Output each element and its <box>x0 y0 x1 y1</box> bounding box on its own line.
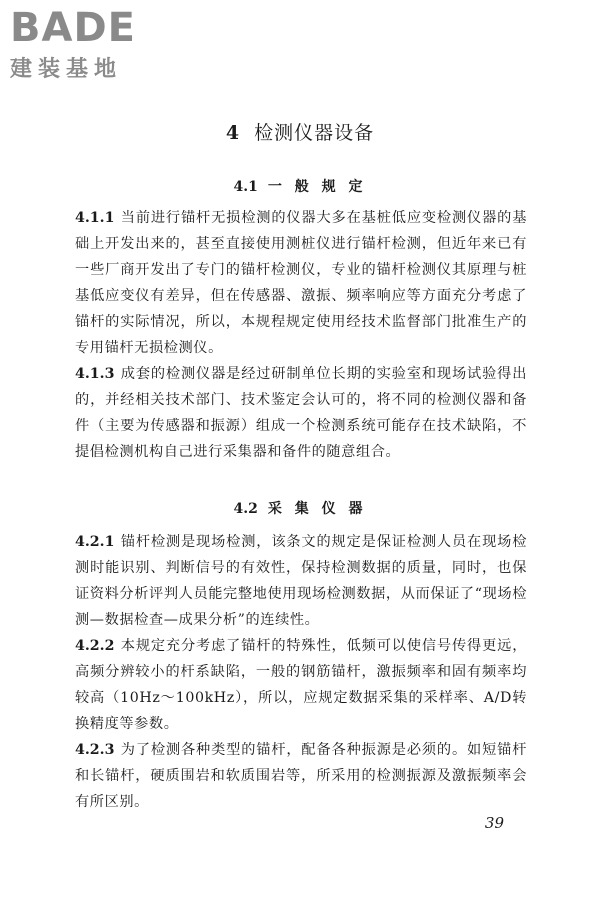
logo <box>10 6 180 83</box>
clause-number: 4.1.3 <box>75 366 115 382</box>
section-number: 4.2 <box>233 501 258 517</box>
clause-number: 4.2.2 <box>75 638 115 654</box>
clause-4-2-3 <box>75 737 527 815</box>
clause-number: 4.2.3 <box>75 742 115 758</box>
clause-4-1-1 <box>75 205 527 361</box>
page-number: 39 <box>484 814 504 832</box>
clause-text: 锚杆检测是现场检测，该条文的规定是保证检测人员在现场检测时能识别、判断信号的有效性，保持检测数据的质量，同时，也保证资料分析评判人员能完整地使用现场检测数据，从而保证了“现场检测—数据检查—成果分析”的连续性。 <box>75 534 527 628</box>
logo-subtitle: 建装基地 <box>10 57 123 82</box>
clause-text: 本规定充分考虑了锚杆的特殊性，低频可以使信号传得更远，高频分辨较小的杆系缺陷，一般的钢筋锚杆，激振频率和固有频率均较高（10Hz～100kHz），所以，应规定数据采集的采样率、A/D转换精度等参数。 <box>75 638 527 732</box>
section-heading-4-2 <box>0 498 600 518</box>
logo-wordmark: BADE <box>10 5 136 51</box>
clause-text: 当前进行锚杆无损检测的仪器大多在基桩低应变检测仪器的基础上开发出来的，甚至直接使用测桩仪进行锚杆检测，但近年来已有一些厂商开发出了专门的锚杆检测仪，专业的锚杆检测仪其原理与桩基低应变仪有差异，但在传感器、激振、频率响应等方面充分考虑了锚杆的实际情况，所以，本规程规定使用经技术监督部门批准生产的专用锚杆无损检测仪。 <box>75 210 527 356</box>
clause-4-2-1 <box>75 529 527 633</box>
section-heading-4-1 <box>0 176 600 196</box>
clause-4-1-3 <box>75 361 527 465</box>
chapter-heading <box>0 118 600 145</box>
clause-text: 成套的检测仪器是经过研制单位长期的实验室和现场试验得出的，并经相关技术部门、技术鉴定会认可的，将不同的检测仪器和备件（主要为传感器和振源）组成一个检测系统可能存在技术缺陷，不提倡检测机构自己进行采集器和备件的随意组合。 <box>75 366 527 460</box>
chapter-title: 检测仪器设备 <box>254 122 375 144</box>
section-number: 4.1 <box>233 179 258 195</box>
section-title: 一 般 规 定 <box>267 179 367 195</box>
clause-number: 4.1.1 <box>75 210 115 226</box>
chapter-number: 4 <box>225 122 241 144</box>
clause-number: 4.2.1 <box>75 534 115 550</box>
section-title: 采 集 仪 器 <box>267 501 367 517</box>
clause-4-2-2 <box>75 633 527 737</box>
clause-text: 为了检测各种类型的锚杆，配备各种振源是必须的。如短锚杆和长锚杆，硬质围岩和软质围岩等，所采用的检测振源及激振频率会有所区别。 <box>75 742 527 810</box>
